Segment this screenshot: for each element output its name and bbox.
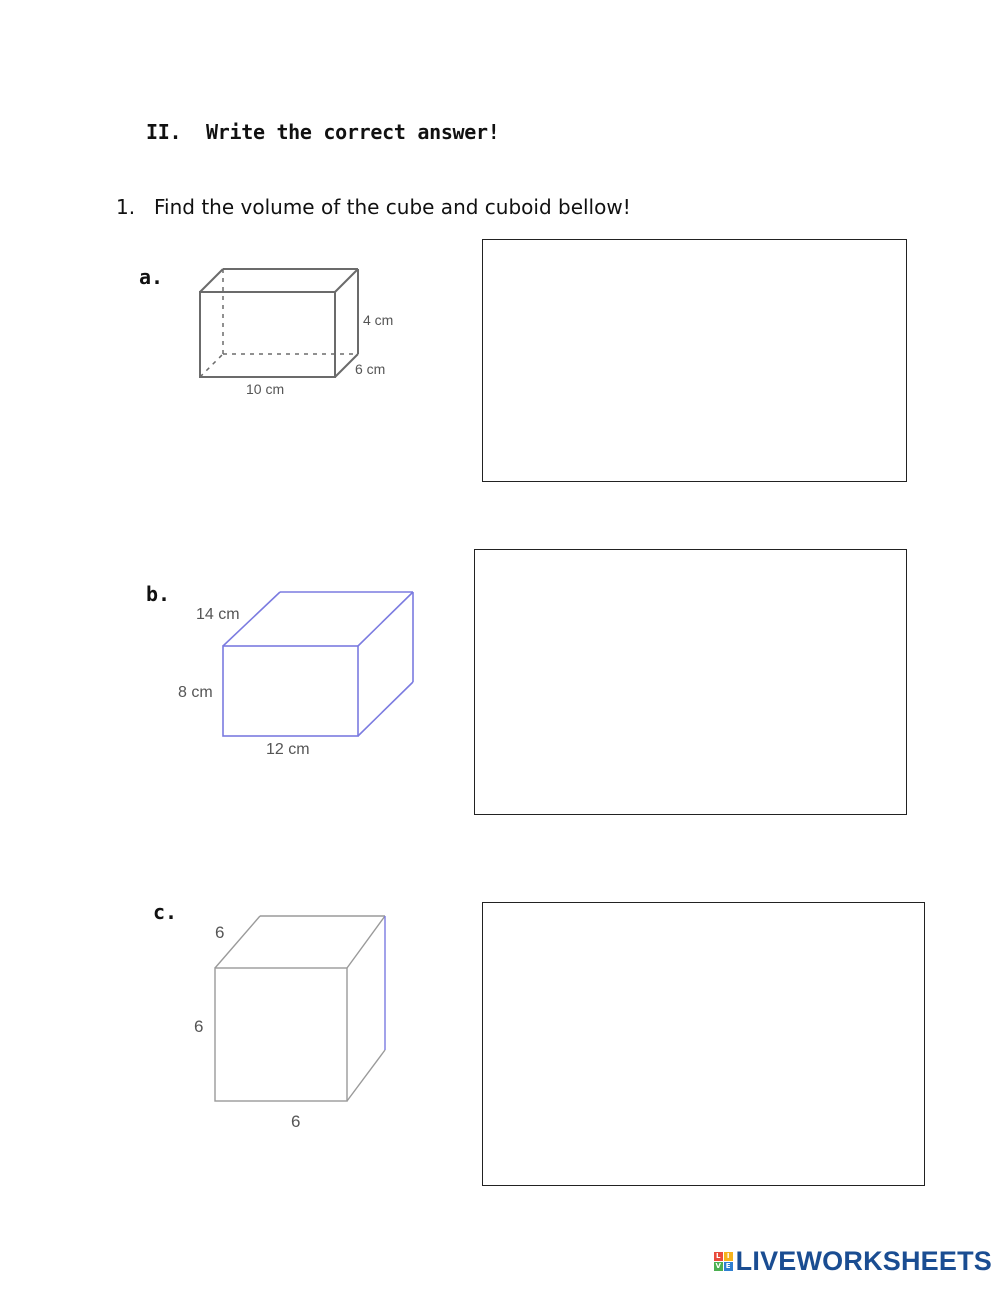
cuboid-b-width-label: 12 cm — [266, 741, 310, 758]
cuboid-b-height-label: 8 cm — [178, 684, 213, 701]
logo-text: LIVEWORKSHEETS — [735, 1246, 992, 1276]
logo-mark-letter: I — [724, 1252, 733, 1261]
question-number: 1. — [116, 195, 136, 219]
logo-mark-letter: E — [724, 1262, 733, 1271]
cube-c-depth-label: 6 — [215, 923, 225, 942]
cuboid-a-front-face — [200, 292, 335, 377]
cube-c-front-face — [215, 968, 347, 1101]
question-text: Find the volume of the cube and cuboid bellow! — [154, 195, 631, 219]
section-title: Write the correct answer! — [206, 120, 500, 144]
cube-c-edge — [347, 1050, 385, 1101]
cube-c-figure — [185, 905, 400, 1135]
section-number: II. — [146, 120, 182, 144]
logo-mark-icon — [714, 1252, 733, 1271]
cuboid-b-figure — [170, 585, 430, 765]
cuboid-a-width-label: 10 cm — [246, 381, 285, 397]
cuboid-a-depth-label: 6 cm — [355, 361, 386, 377]
answer-box-b[interactable] — [474, 549, 907, 815]
liveworksheets-logo — [714, 1246, 992, 1277]
cuboid-a-hidden-edge — [200, 354, 223, 377]
cube-c-height-label: 6 — [194, 1017, 204, 1036]
section-heading — [146, 120, 500, 144]
question-1 — [116, 195, 631, 219]
cuboid-b-edge — [358, 682, 413, 736]
cube-c-width-label: 6 — [291, 1112, 301, 1131]
part-b-label: b. — [146, 582, 171, 606]
cuboid-a-figure — [190, 262, 420, 402]
cuboid-b-front-face — [223, 646, 358, 736]
cuboid-b-edge — [358, 592, 413, 646]
cuboid-a-edge — [335, 269, 358, 292]
logo-mark-letter: L — [714, 1252, 723, 1261]
part-a-label: a. — [139, 265, 164, 289]
cube-c-edge — [347, 916, 385, 968]
answer-box-c[interactable] — [482, 902, 925, 1186]
logo-mark-letter: V — [715, 1262, 721, 1270]
cuboid-b-depth-label: 14 cm — [196, 606, 240, 623]
part-c-label: c. — [153, 900, 178, 924]
cuboid-a-height-label: 4 cm — [363, 312, 394, 328]
cuboid-a-edge — [200, 269, 223, 292]
answer-box-a[interactable] — [482, 239, 907, 482]
